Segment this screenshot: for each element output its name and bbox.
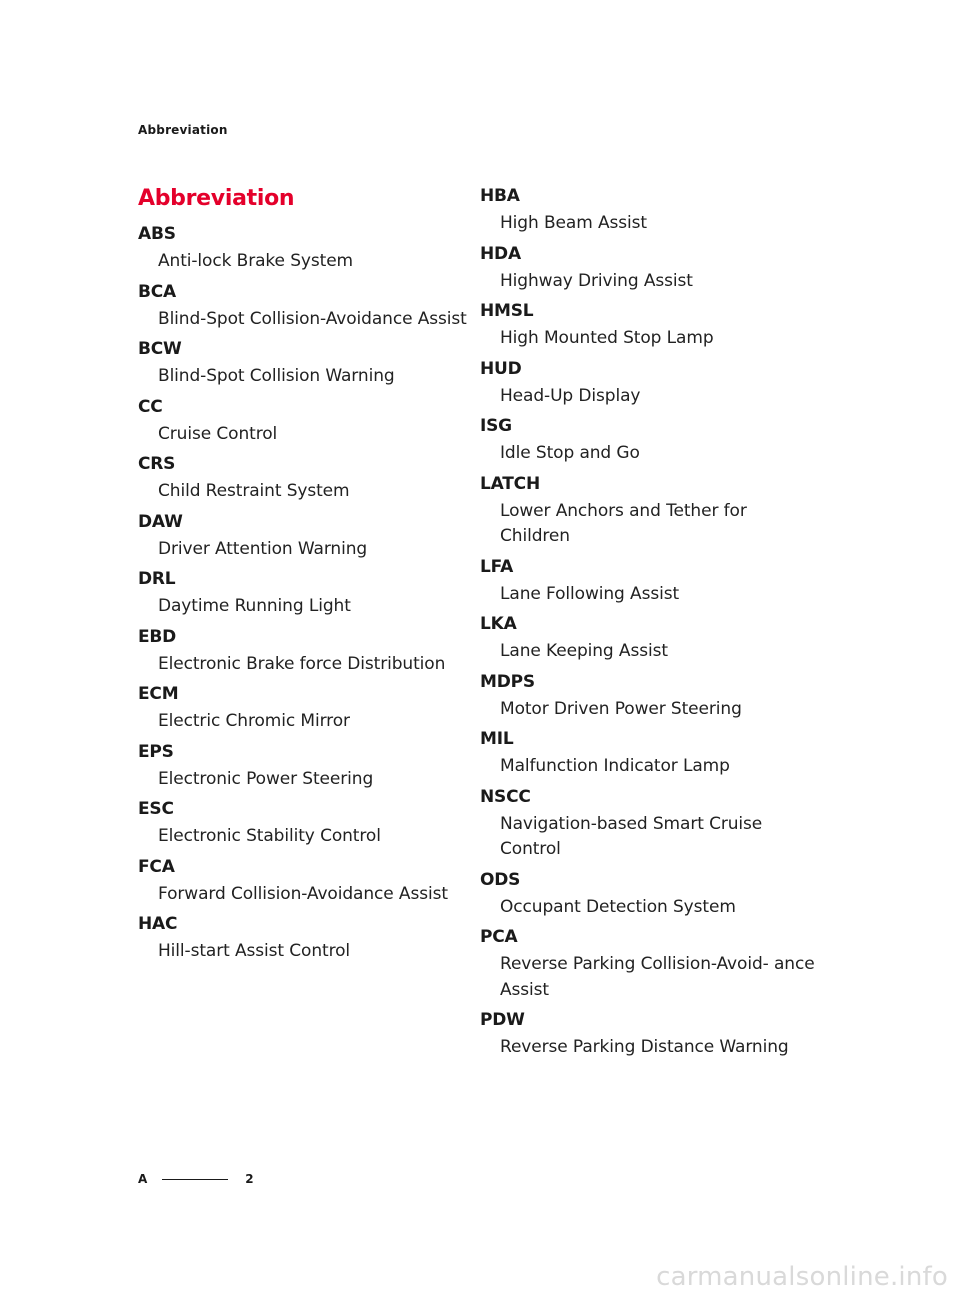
abbreviation-definition: Motor Driven Power Steering <box>500 698 742 719</box>
abbreviation-definition: High Mounted Stop Lamp <box>500 328 714 348</box>
abbreviation-term: HBA <box>480 186 520 206</box>
abbreviation-term: EBD <box>138 626 177 647</box>
abbreviation-entry <box>138 683 468 735</box>
abbreviation-entry <box>138 856 468 908</box>
abbreviation-definition: Cruise Control <box>158 423 278 444</box>
abbreviation-term: ESC <box>138 799 174 819</box>
abbreviation-term: CRS <box>138 454 176 474</box>
left-column <box>138 184 468 971</box>
abbreviation-definition: Electronic Power Steering <box>158 768 374 789</box>
abbreviation-entry <box>138 913 468 965</box>
abbreviation-term: FCA <box>138 856 175 877</box>
abbreviation-term: LFA <box>480 556 514 577</box>
abbreviation-term: LATCH <box>480 473 540 494</box>
right-entries-list <box>480 185 820 1061</box>
abbreviation-term: HMSL <box>480 301 534 321</box>
abbreviation-entry <box>480 473 820 550</box>
abbreviation-definition: High Beam Assist <box>500 213 647 233</box>
abbreviation-term: NSCC <box>480 786 531 807</box>
abbreviation-entry <box>480 1009 820 1061</box>
abbreviation-definition: Forward Collision-Avoidance Assist <box>158 883 448 904</box>
abbreviation-definition: Idle Stop and Go <box>500 443 640 463</box>
abbreviation-definition: Lane Following Assist <box>500 583 680 604</box>
abbreviation-term: HAC <box>138 914 178 934</box>
abbreviation-definition: Hill-start Assist Control <box>158 941 351 961</box>
abbreviation-term: HUD <box>480 358 522 379</box>
abbreviation-definition: Highway Driving Assist <box>500 270 693 291</box>
abbreviation-entry <box>480 358 820 410</box>
abbreviation-entry <box>138 453 468 505</box>
abbreviation-entry <box>138 626 468 678</box>
section-title: Abbreviation <box>138 186 295 211</box>
abbreviation-entry <box>480 869 820 921</box>
abbreviation-definition: Occupant Detection System <box>500 896 736 917</box>
right-column <box>480 185 820 1067</box>
abbreviation-definition: Blind-Spot Collision Warning <box>158 366 395 386</box>
abbreviation-entry <box>480 243 820 295</box>
abbreviation-definition: Anti-lock Brake System <box>158 251 354 271</box>
abbreviation-term: PCA <box>480 927 518 947</box>
abbreviation-definition: Driver Attention Warning <box>158 538 368 559</box>
abbreviation-entry <box>138 798 468 850</box>
abbreviation-definition: Daytime Running Light <box>158 596 351 616</box>
abbreviation-definition: Head-Up Display <box>500 385 641 406</box>
abbreviation-term: BCA <box>138 281 176 302</box>
abbreviation-entry <box>480 185 820 237</box>
abbreviation-term: PDW <box>480 1010 525 1030</box>
abbreviation-term: MIL <box>480 729 514 749</box>
abbreviation-term: DAW <box>138 511 183 532</box>
abbreviation-definition: Lower Anchors and Tether for Children <box>500 500 747 546</box>
page-footer <box>138 1172 254 1186</box>
abbreviation-definition: Reverse Parking Distance Warning <box>500 1037 789 1057</box>
abbreviation-term: DRL <box>138 569 176 589</box>
abbreviation-entry <box>138 223 468 275</box>
abbreviation-definition: Reverse Parking Collision-Avoid- ance Assist <box>500 954 815 1000</box>
abbreviation-term: ABS <box>138 224 176 244</box>
abbreviation-definition: Lane Keeping Assist <box>500 641 668 661</box>
abbreviation-term: ODS <box>480 869 521 890</box>
abbreviation-definition: Electronic Stability Control <box>158 826 381 846</box>
abbreviation-definition: Navigation-based Smart Cruise Control <box>500 813 763 859</box>
abbreviation-entry <box>480 613 820 665</box>
abbreviation-entry <box>138 568 468 620</box>
chapter-letter: A <box>138 1172 148 1186</box>
abbreviation-definition: Malfunction Indicator Lamp <box>500 756 730 776</box>
abbreviation-entry <box>480 786 820 863</box>
footer-rule <box>162 1179 228 1180</box>
abbreviation-entry <box>138 281 468 333</box>
abbreviation-entry <box>138 396 468 448</box>
watermark-text: carmanualsonline.info <box>656 1262 948 1292</box>
abbreviation-definition: Electric Chromic Mirror <box>158 711 350 731</box>
abbreviation-entry <box>138 741 468 793</box>
abbreviation-definition: Electronic Brake force Distribution <box>158 653 446 674</box>
abbreviation-term: BCW <box>138 339 182 359</box>
abbreviation-entry <box>138 338 468 390</box>
page-number: 2 <box>245 1172 254 1186</box>
abbreviation-definition: Blind-Spot Collision-Avoidance Assist <box>158 308 467 329</box>
abbreviation-term: EPS <box>138 741 174 762</box>
abbreviation-entry <box>480 671 820 723</box>
abbreviation-term: ISG <box>480 416 512 436</box>
abbreviation-entry <box>480 728 820 780</box>
abbreviation-entry <box>480 556 820 608</box>
abbreviation-term: ECM <box>138 684 179 704</box>
abbreviation-entry <box>480 926 820 1003</box>
abbreviation-term: CC <box>138 396 163 417</box>
abbreviation-term: HDA <box>480 243 521 264</box>
left-entries-list <box>138 223 468 965</box>
abbreviation-definition: Child Restraint System <box>158 481 350 501</box>
abbreviation-entry <box>138 511 468 563</box>
abbreviation-entry <box>480 415 820 467</box>
abbreviation-term: MDPS <box>480 671 535 692</box>
running-header: Abbreviation <box>138 123 228 137</box>
abbreviation-term: LKA <box>480 614 517 634</box>
abbreviation-entry <box>480 300 820 352</box>
